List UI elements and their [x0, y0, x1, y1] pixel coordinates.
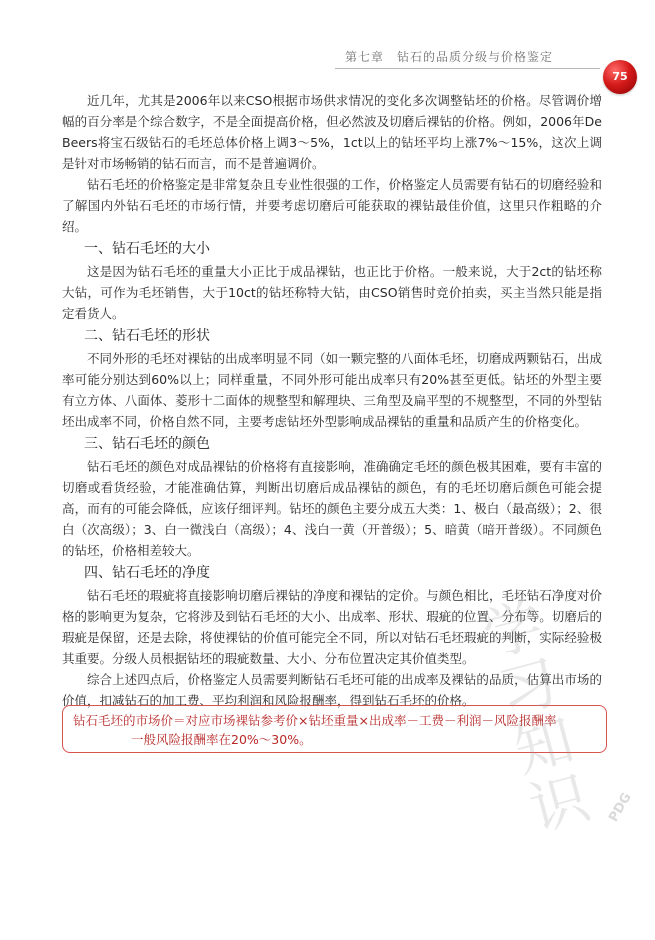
header-divider — [335, 68, 600, 69]
formula-line: 钻石毛坯的市场价＝对应市场裸钻参考价×钻坯重量×出成率－工费－利润－风险报酬率 — [73, 713, 557, 728]
pdg-watermark-label: PDG — [606, 790, 635, 825]
section-paragraph: 钻石毛坯的颜色对成品裸钻的价格将有直接影响，准确确定毛坯的颜色极其困难，要有丰富的切磨或看货经验，才能准确估算，判断出切磨后成品裸钻的颜色，有的毛坯切磨后颜色可能会提高，而有的可能会降低，应该仔细评判。钻坯的颜色主要分成五大类：1、极白（最高级）；2、很白（次高级）；3、白一微浅白（高级）；4、浅白一黄（开普级）；5、暗黄（暗开普级）。不同颜色的钻坯，价格相差较大。 — [62, 459, 602, 558]
intro-paragraph: 近几年，尤其是2006年以来CSO根据市场供求情况的变化多次调整钻坯的价格。尽管调价增幅的百分率是个综合数字，不是全面提高价格，但必然波及切磨后裸钻的价格。例如，2006年De Beers将宝石级钻石的毛坯总体价格上调3～5%，1ct以上的钻坯平均上涨7%～15%，这次上调是针对市场畅销的钻石而言，而不是普遍调价。 — [62, 93, 602, 171]
price-formula-box — [62, 705, 607, 753]
watermark-char: 识 — [522, 763, 597, 844]
section-heading: 四、钻石毛坯的净度 — [84, 565, 210, 581]
intro-paragraph: 钻石毛坯的价格鉴定是非常复杂且专业性很强的工作，价格鉴定人员需要有钻石的切磨经验和了解国内外钻石毛坯的市场行情，并要考虑切磨后可能获取的裸钻最佳价值，这里只作粗略的介绍。 — [62, 177, 602, 234]
section-paragraph: 这是因为钻石毛坯的重量大小正比于成品裸钻，也正比于价格。一般来说，大于2ct的钻坯称大钻，可作为毛坯销售，大于10ct的钻坯称特大钻，由CSO销售时竞价拍卖，买主当然只能是指定看货人。 — [62, 264, 602, 321]
watermark-char: 学 — [476, 589, 550, 670]
summary-paragraph: 综合上述四点后，价格鉴定人员需要判断钻石毛坯可能的出成率及裸钻的品质，估算出市场的价值，扣减钻石的加工费、平均利润和风险报酬率，得到钻石毛坯的价格。 — [62, 672, 602, 708]
section-heading: 二、钻石毛坯的形状 — [84, 328, 210, 344]
section-heading: 三、钻石毛坯的颜色 — [84, 436, 210, 452]
formula-note: 一般风险报酬率在20%～30%。 — [131, 732, 312, 747]
section-heading: 一、钻石毛坯的大小 — [84, 241, 210, 257]
section-paragraph: 不同外形的毛坯对裸钻的出成率明显不同（如一颗完整的八面体毛坯，切磨成两颗钻石，出成率可能分别达到60%以上；同样重量，不同外形可能出成率只有20%甚至更低。钻坯的外型主要有立方体、八面体、菱形十二面体的规整型和解理块、三角型及扁平型的不规整型，不同的外型钻坯出成率不同，价格自然不同，主要考虑钻坯外型影响成品裸钻的重量和品质产生的价格变化。 — [62, 351, 602, 429]
watermark-char: 习 — [491, 647, 566, 728]
section-paragraph: 钻石毛坯的瑕疵将直接影响切磨后裸钻的净度和裸钻的定价。与颜色相比，毛坯钻石净度对价格的影响更为复杂，它将涉及到钻石毛坯的大小、出成率、形状、瑕疵的位置、分布等。切磨后的瑕疵是保留，还是去除，将使裸钻的价值可能完全不同，所以对钻石毛坯瑕疵的判断，实际经验极其重要。分级人员根据钻坯的瑕疵数量、大小、分布位置决定其价值类型。 — [62, 588, 602, 666]
page-header — [0, 28, 655, 88]
chapter-title: 第七章 钻石的品质分级与价格鉴定 — [345, 50, 554, 64]
watermark-char: 知 — [507, 705, 581, 786]
page-number-badge: 75 — [603, 60, 637, 94]
body-content — [62, 90, 602, 711]
